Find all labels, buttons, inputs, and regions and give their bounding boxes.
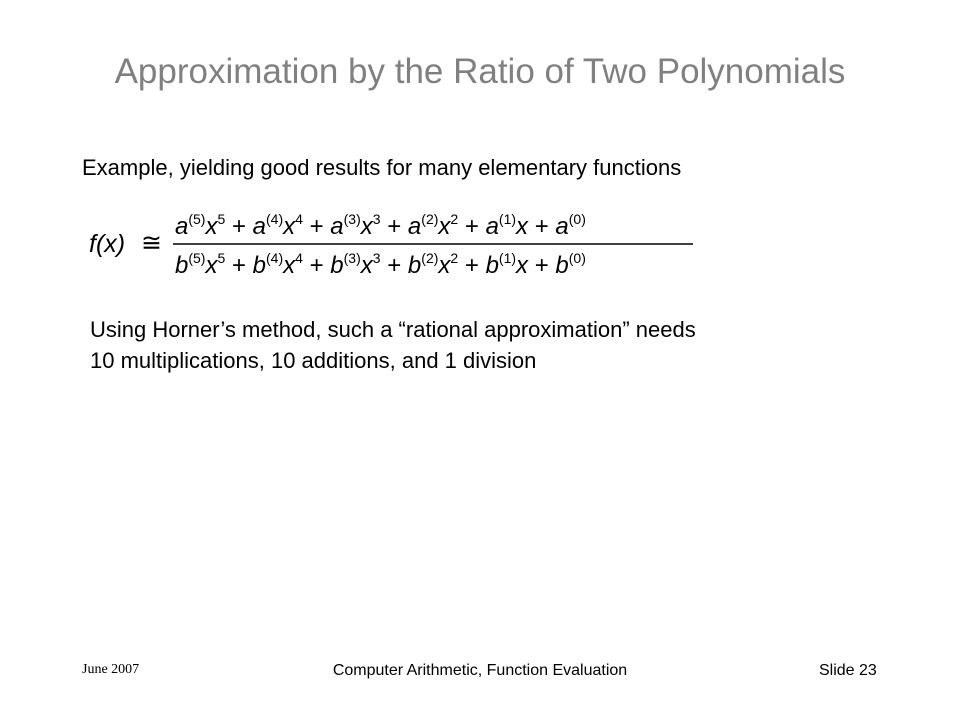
- num-exp-3: 3: [372, 211, 381, 227]
- formula-relation-symbol: ≅: [141, 229, 162, 257]
- den-coef-1: b: [485, 252, 499, 279]
- den-exp-3: 3: [372, 250, 381, 266]
- body-text: [90, 314, 696, 376]
- den-coef-3-index: (3): [343, 250, 361, 266]
- den-coef-4-index: (4): [266, 250, 284, 266]
- body-line-1: Using Horner’s method, such a “rational approximation” needs: [90, 317, 696, 342]
- footer-center-title: Computer Arithmetic, Function Evaluation: [332, 662, 628, 679]
- num-coef-4-index: (4): [266, 211, 284, 227]
- den-var-5: x: [205, 252, 218, 279]
- footer-date: June 2007: [82, 662, 140, 677]
- num-var-4: x: [283, 213, 296, 240]
- num-coef-5-index: (5): [188, 211, 206, 227]
- num-coef-3: a: [330, 213, 344, 240]
- den-coef-2-index: (2): [421, 250, 439, 266]
- den-exp-4: 4: [295, 250, 303, 266]
- body-line-2: 10 multiplications, 10 additions, and 1 division: [90, 348, 537, 373]
- num-var-3: x: [360, 213, 373, 240]
- num-exp-2: 2: [450, 211, 459, 227]
- num-coef-1-index: (1): [498, 211, 517, 227]
- num-exp-5: 5: [217, 211, 226, 227]
- den-var-4: x: [283, 252, 296, 279]
- den-coef-0: b: [555, 252, 569, 279]
- den-coef-5-index: (5): [188, 250, 206, 266]
- num-exp-4: 4: [295, 211, 303, 227]
- den-coef-5: b: [175, 252, 189, 279]
- den-exp-5: 5: [217, 250, 226, 266]
- num-coef-0: a: [555, 213, 569, 240]
- formula-denominator: $b^{(5)}x^5 + b^{(4)}x^4 + b^{(3)}x^3 + b^{(2)}x^2 + b^{(1)}x + b^{(0)}$: [175, 250, 586, 279]
- num-coef-2: a: [407, 213, 422, 240]
- den-var-3: x: [360, 252, 373, 279]
- rational-approximation-formula: [89, 204, 709, 282]
- formula-lhs: f(x): [89, 230, 126, 258]
- den-var-1: x: [516, 252, 529, 279]
- den-var-2: x: [438, 252, 451, 279]
- num-var-5: x: [205, 213, 218, 240]
- num-var-2: x: [438, 213, 451, 240]
- den-coef-0-index: (0): [568, 250, 586, 266]
- formula-numerator: $a^{(5)}x^5 + a^{(4)}x^4 + a^{(3)}x^3 + a^{(2)}x^2 + a^{(1)}x + a^{(0)}$: [175, 211, 586, 240]
- den-exp-2: 2: [450, 250, 459, 266]
- num-coef-5: a: [175, 213, 189, 240]
- den-coef-4: b: [252, 252, 266, 279]
- slide-title: Approximation by the Ratio of Two Polynomials: [114, 52, 846, 91]
- num-coef-2-index: (2): [421, 211, 439, 227]
- den-coef-2: b: [407, 252, 422, 279]
- num-coef-0-index: (0): [568, 211, 586, 227]
- num-var-1: x: [516, 213, 529, 240]
- num-coef-3-index: (3): [343, 211, 361, 227]
- footer-slide-number: Slide 23: [819, 662, 877, 679]
- num-coef-4: a: [252, 213, 266, 240]
- den-coef-3: b: [330, 252, 344, 279]
- intro-text: Example, yielding good results for many elementary functions: [82, 155, 682, 180]
- den-coef-1-index: (1): [498, 250, 517, 266]
- num-coef-1: a: [485, 213, 499, 240]
